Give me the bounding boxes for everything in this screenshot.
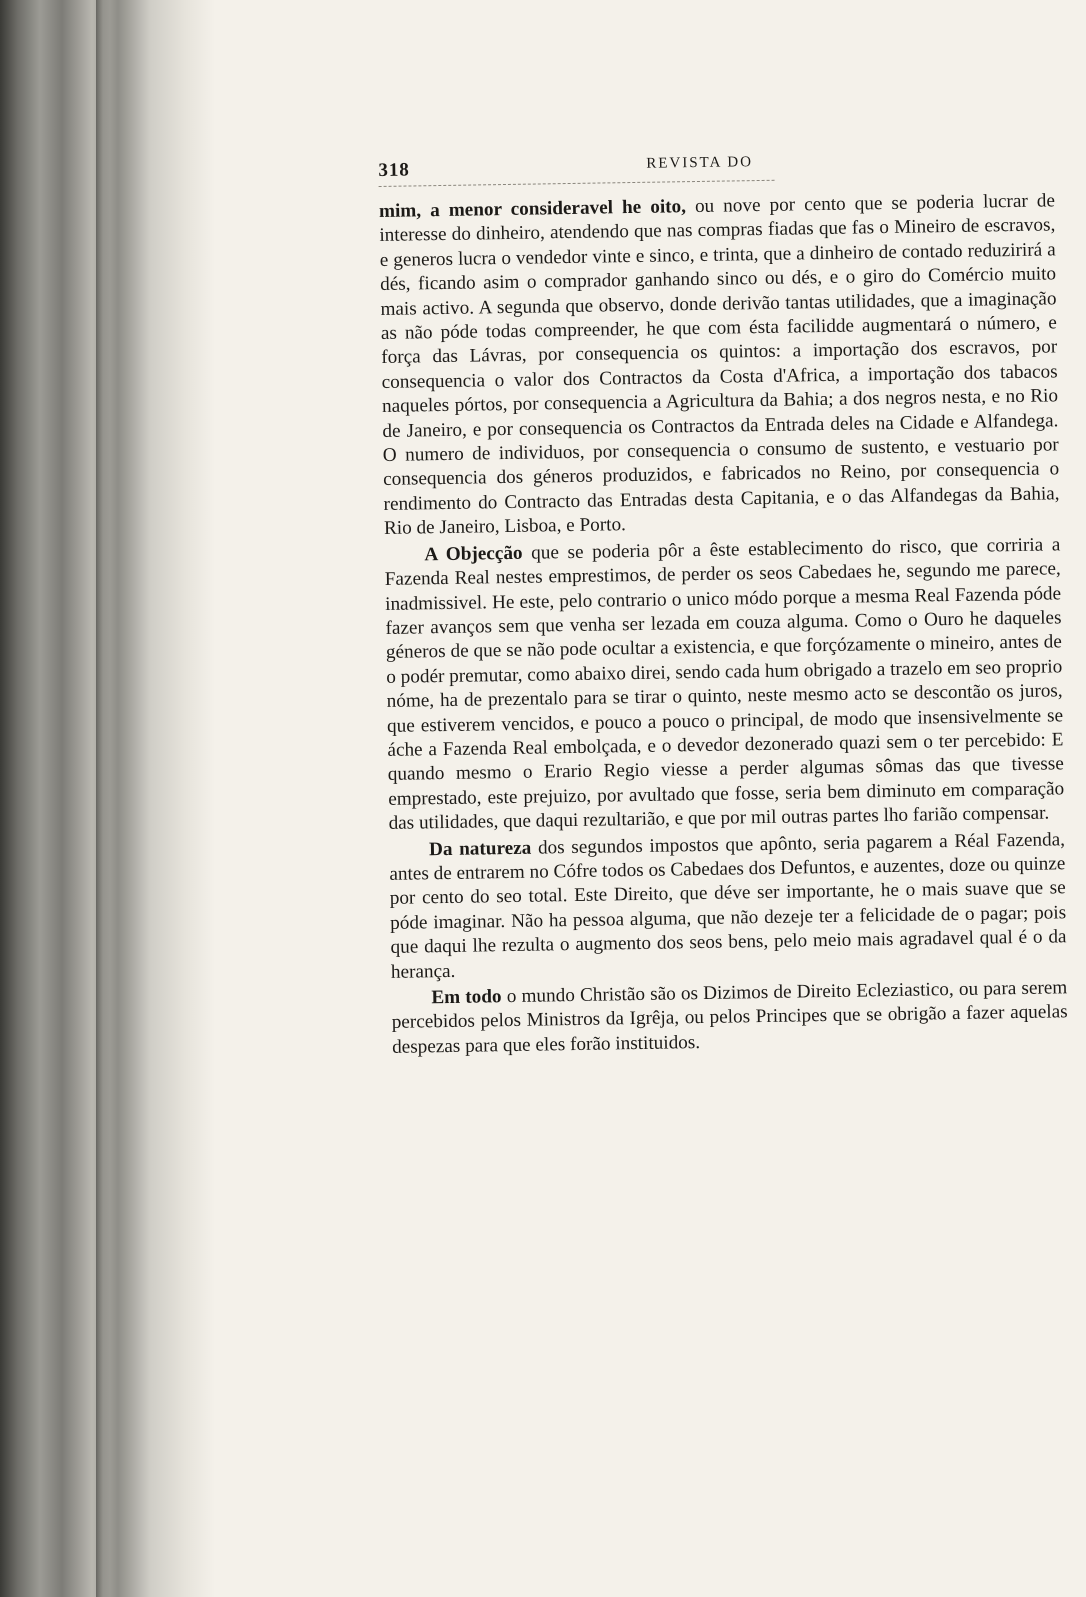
running-head <box>378 137 1055 186</box>
header-rule <box>379 180 775 187</box>
body-text <box>379 189 1068 1060</box>
paragraph-1 <box>379 189 1060 541</box>
paragraph-4-lead: Em todo <box>431 986 502 1009</box>
paragraph-1-lead: mim, a menor consideravel he oito, <box>378 196 687 222</box>
paragraph-2-lead: A Objecção <box>424 542 523 566</box>
paragraph-2 <box>384 533 1065 836</box>
paragraph-3-lead: Da natureza <box>428 837 532 860</box>
paragraph-4-text: o mundo Christão são os Dizimos de Direito Ecleziastico, ou para serem percebidos pelos Ministros da Igrêja, ou pelos Principes que se obrigão a fazer aquelas despezas para que eles forão instituidos. <box>391 977 1068 1058</box>
paragraph-3 <box>389 828 1067 985</box>
paragraph-1-text: ou nove por cento que se poderia lucrar de interesse do dinheiro, atendendo que nas compras fiadas que fas o Mineiro de escravos, e generos lucra o vendedor vinte e sinco, e trinta, que a dinheiro de contado reduzirirá a dés, ficando asim o comprador ganhando sinco ou dés, e o giro do Comércio muito mais activo. A segunda que observo, donde derivão tantas utilidades, que a imaginação as não póde todas compreender, he que com ésta facilidde augmentará o número, e força das Lávras, por consequencia os quintos: a importação dos escravos, por consequencia o valor dos Contractos da Costa d'Africa, a importação dos tabacos naqueles pórtos, por consequencia a Agricultura da Bahia; a dos negros nesta, e no Rio de Janeiro, e por consequencia os Contractos da Entrada deles na Cidade e Alfandega. O numero de individuos, por consequencia o consumo de sustento, e vestuario por consequencia dos géneros produzidos, e fabricados no Reino, por consequencia o rendimento do Contracto das Entradas desta Capitania, e o das Alfandegas da Bahia, Rio de Janeiro, Lisboa, e Porto. <box>379 190 1060 540</box>
paragraph-2-text: que se poderia pôr a êste establecimento do risco, que corriria a Fazenda Real nestes emprestimos, de perder os seos Cabedaes he, segundo me parece, inadmissivel. He este, pelo contrario o unico módo porque a mesma Real Fazenda póde fazer avanços sem que venha ser lezada em couza alguma. Como o Ouro he daqueles géneros de que se não pode ocultar a existencia, e que forçózamente o mineiro, antes de o podér premutar, como abaixo direi, sendo cada hum obrigado a trazelo em seo proprio nóme, ha de prezentalo para se tirar o quinto, neste mesmo acto se descontão os juros, que estiverem vencidos, e pouco a pouco o principal, de modo que insensivelmente se áche a Fazenda Real embolçada, e o devedor dezonerado quazi sem o ter percebido: E quando mesmo o Erario Regio viesse a perder algumas sômas das que tivesse emprestado, este prejuizo, por avultado que fosse, seria bem diminuto em comparação das utilidades, que daqui rezultarião, e que por mil outras partes lho farião compensar. <box>384 534 1065 835</box>
page-number: 318 <box>378 159 411 181</box>
paragraph-3-text: dos segundos impostos que apônto, seria pagarem a Réal Fazenda, antes de entrarem no Cófre todos os Cabedaes dos Defuntos, e auzentes, doze ou quinze por cento do seo total. Este Direito, que déve ser importante, he o mais suave que se póde imaginar. Não ha pessoa alguma, que não dezeje ter a felicidade de o pagar; pois que daqui lhe rezulta o augmento dos seos bens, pelo meio mais agradavel qual é o da herança. <box>389 828 1067 983</box>
paragraph-4 <box>391 976 1068 1060</box>
book-page <box>378 137 1074 1447</box>
running-title: REVISTA DO <box>646 154 754 172</box>
scanned-page-edge <box>0 0 215 1597</box>
